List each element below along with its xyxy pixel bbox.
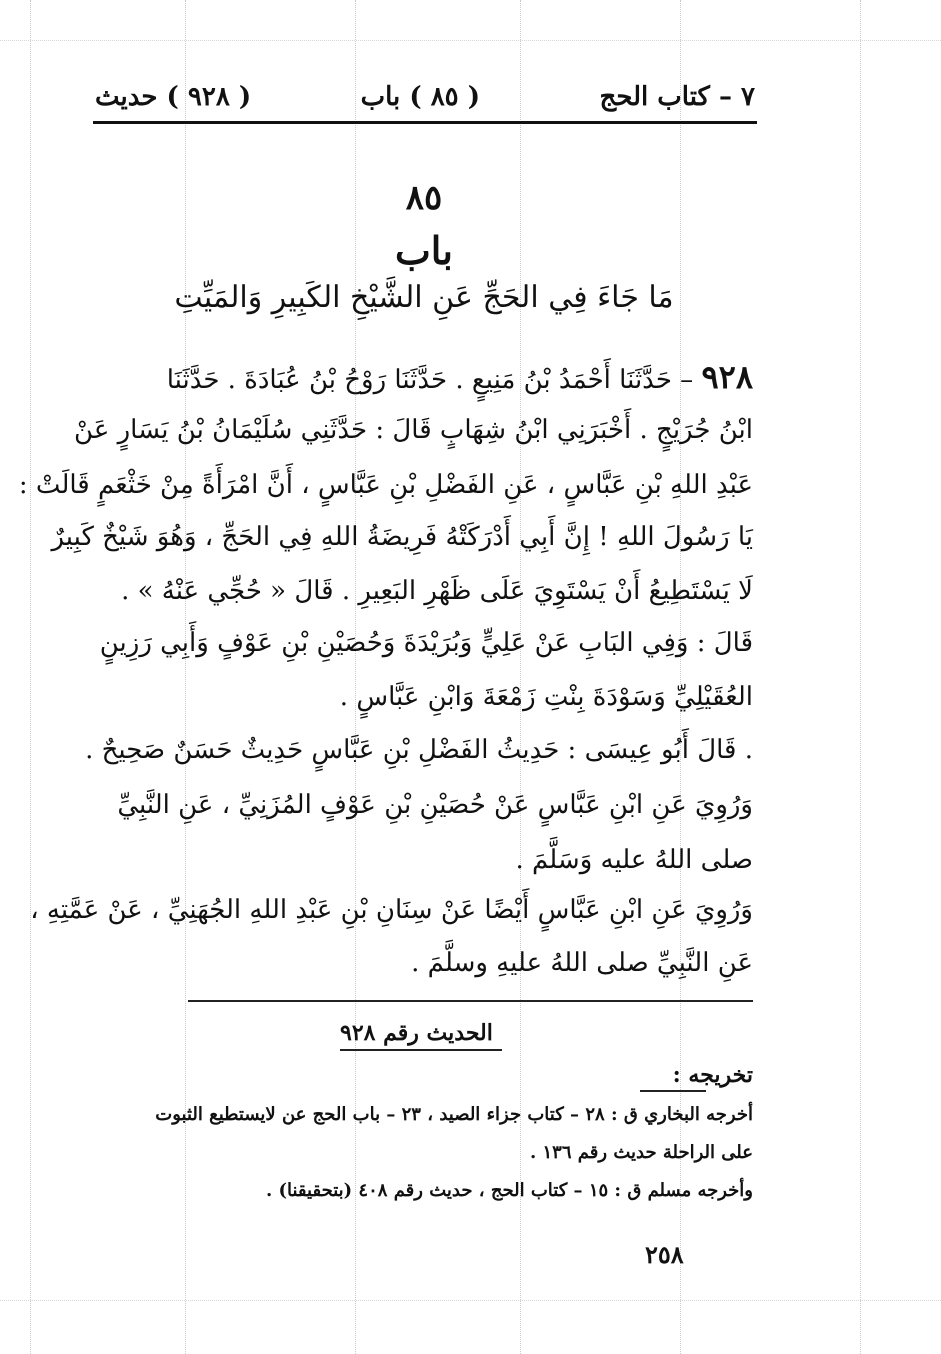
chapter-number: ٨٥ bbox=[405, 178, 443, 218]
scan-line bbox=[860, 0, 861, 1354]
commentary-line: العُقَيْلِيِّ وَسَوْدَةَ بِنْتِ زَمْعَةَ وَابْنِ عَبَّاسٍ . bbox=[339, 682, 753, 712]
footnote-line: وأخرجه مسلم ق : ١٥ – كتاب الحج ، حديث رقم ٤٠٨ (بتحقيقنا) . bbox=[265, 1180, 753, 1201]
footnote-line: على الراحلة حديث رقم ١٣٦ . bbox=[529, 1142, 753, 1163]
header-book: ٧ – كتاب الحج bbox=[599, 82, 755, 112]
chapter-title: مَا جَاءَ فِي الحَجِّ عَنِ الشَّيْخِ الكَبِيرِ وَالمَيِّتِ bbox=[174, 280, 674, 315]
commentary-line: صلى اللهُ عليه وَسَلَّمَ . bbox=[515, 845, 753, 875]
footnote-divider bbox=[188, 1000, 753, 1002]
takhrij-heading: تخريجه : bbox=[672, 1062, 753, 1088]
header-rule bbox=[93, 121, 757, 124]
hadith-line-text: – حَدَّثَنَا أَحْمَدُ بْنُ مَنِيعٍ . حَدَّثَنَا رَوْحُ بْنُ عُبَادَةَ . حَدَّثَنَا bbox=[166, 365, 694, 395]
ref-underline bbox=[340, 1049, 502, 1051]
header-hadith: ( ٩٢٨ ) حديث bbox=[95, 82, 252, 112]
takhrij-underline bbox=[640, 1090, 706, 1092]
hadith-line: يَا رَسُولَ اللهِ ! إِنَّ أَبِي أَدْرَكَتْهُ فَرِيضَةُ اللهِ فِي الحَجِّ ، وَهُوَ شَيْخٌ كَبِيرٌ bbox=[51, 522, 753, 552]
page-number: ٢٥٨ bbox=[645, 1240, 684, 1269]
hadith-line: عَبْدِ اللهِ بْنِ عَبَّاسٍ ، عَنِ الفَضْلِ بْنِ عَبَّاسٍ ، أَنَّ امْرَأَةً مِنْ خَثْعَمٍ قَالَتْ : bbox=[18, 470, 753, 500]
scan-line bbox=[0, 40, 941, 41]
hadith-line bbox=[133, 358, 753, 396]
commentary-line: عَنِ النَّبِيِّ صلى اللهُ عليهِ وسلَّمَ . bbox=[411, 948, 753, 978]
footnote-line: أخرجه البخاري ق : ٢٨ – كتاب جزاء الصيد ، ٢٣ – باب الحج عن لايستطيع الثبوت bbox=[155, 1104, 753, 1125]
commentary-line: قَالَ : وَفِي البَابِ عَنْ عَلِيٍّ وَبُرَيْدَةَ وَحُصَيْنِ بْنِ عَوْفٍ وَأَبِي رَزِينٍ bbox=[99, 628, 753, 658]
header-chapter: ( ٨٥ ) باب bbox=[360, 82, 480, 112]
hadith-line: لَا يَسْتَطِيعُ أَنْ يَسْتَوِيَ عَلَى ظَهْرِ البَعِيرِ . قَالَ « حُجِّي عَنْهُ » . bbox=[121, 576, 753, 606]
footnote-ref-title: الحديث رقم ٩٢٨ bbox=[340, 1020, 493, 1046]
scan-line bbox=[0, 1300, 941, 1301]
hadith-line: ابْنُ جُرَيْجٍ . أَخْبَرَنِي ابْنُ شِهَابٍ قَالَ : حَدَّثَنِي سُلَيْمَانُ بْنُ يَسَارٍ عَنْ bbox=[74, 415, 753, 445]
chapter-label: باب bbox=[395, 228, 453, 273]
commentary-line: وَرُوِيَ عَنِ ابْنِ عَبَّاسٍ عَنْ حُصَيْنِ بْنِ عَوْفٍ المُزَنِيِّ ، عَنِ النَّبِيِّ bbox=[117, 790, 753, 820]
commentary-line: وَرُوِيَ عَنِ ابْنِ عَبَّاسٍ أَيْضًا عَنْ سِنَانِ بْنِ عَبْدِ اللهِ الجُهَنِيِّ ، عَنْ عَمَّتِهِ ، bbox=[30, 895, 753, 925]
hadith-number: ٩٢٨ bbox=[701, 358, 753, 396]
commentary-line: . قَالَ أَبُو عِيسَى : حَدِيثُ الفَضْلِ بْنِ عَبَّاسٍ حَدِيثٌ حَسَنٌ صَحِيحٌ . bbox=[85, 735, 753, 765]
running-header bbox=[95, 78, 755, 118]
